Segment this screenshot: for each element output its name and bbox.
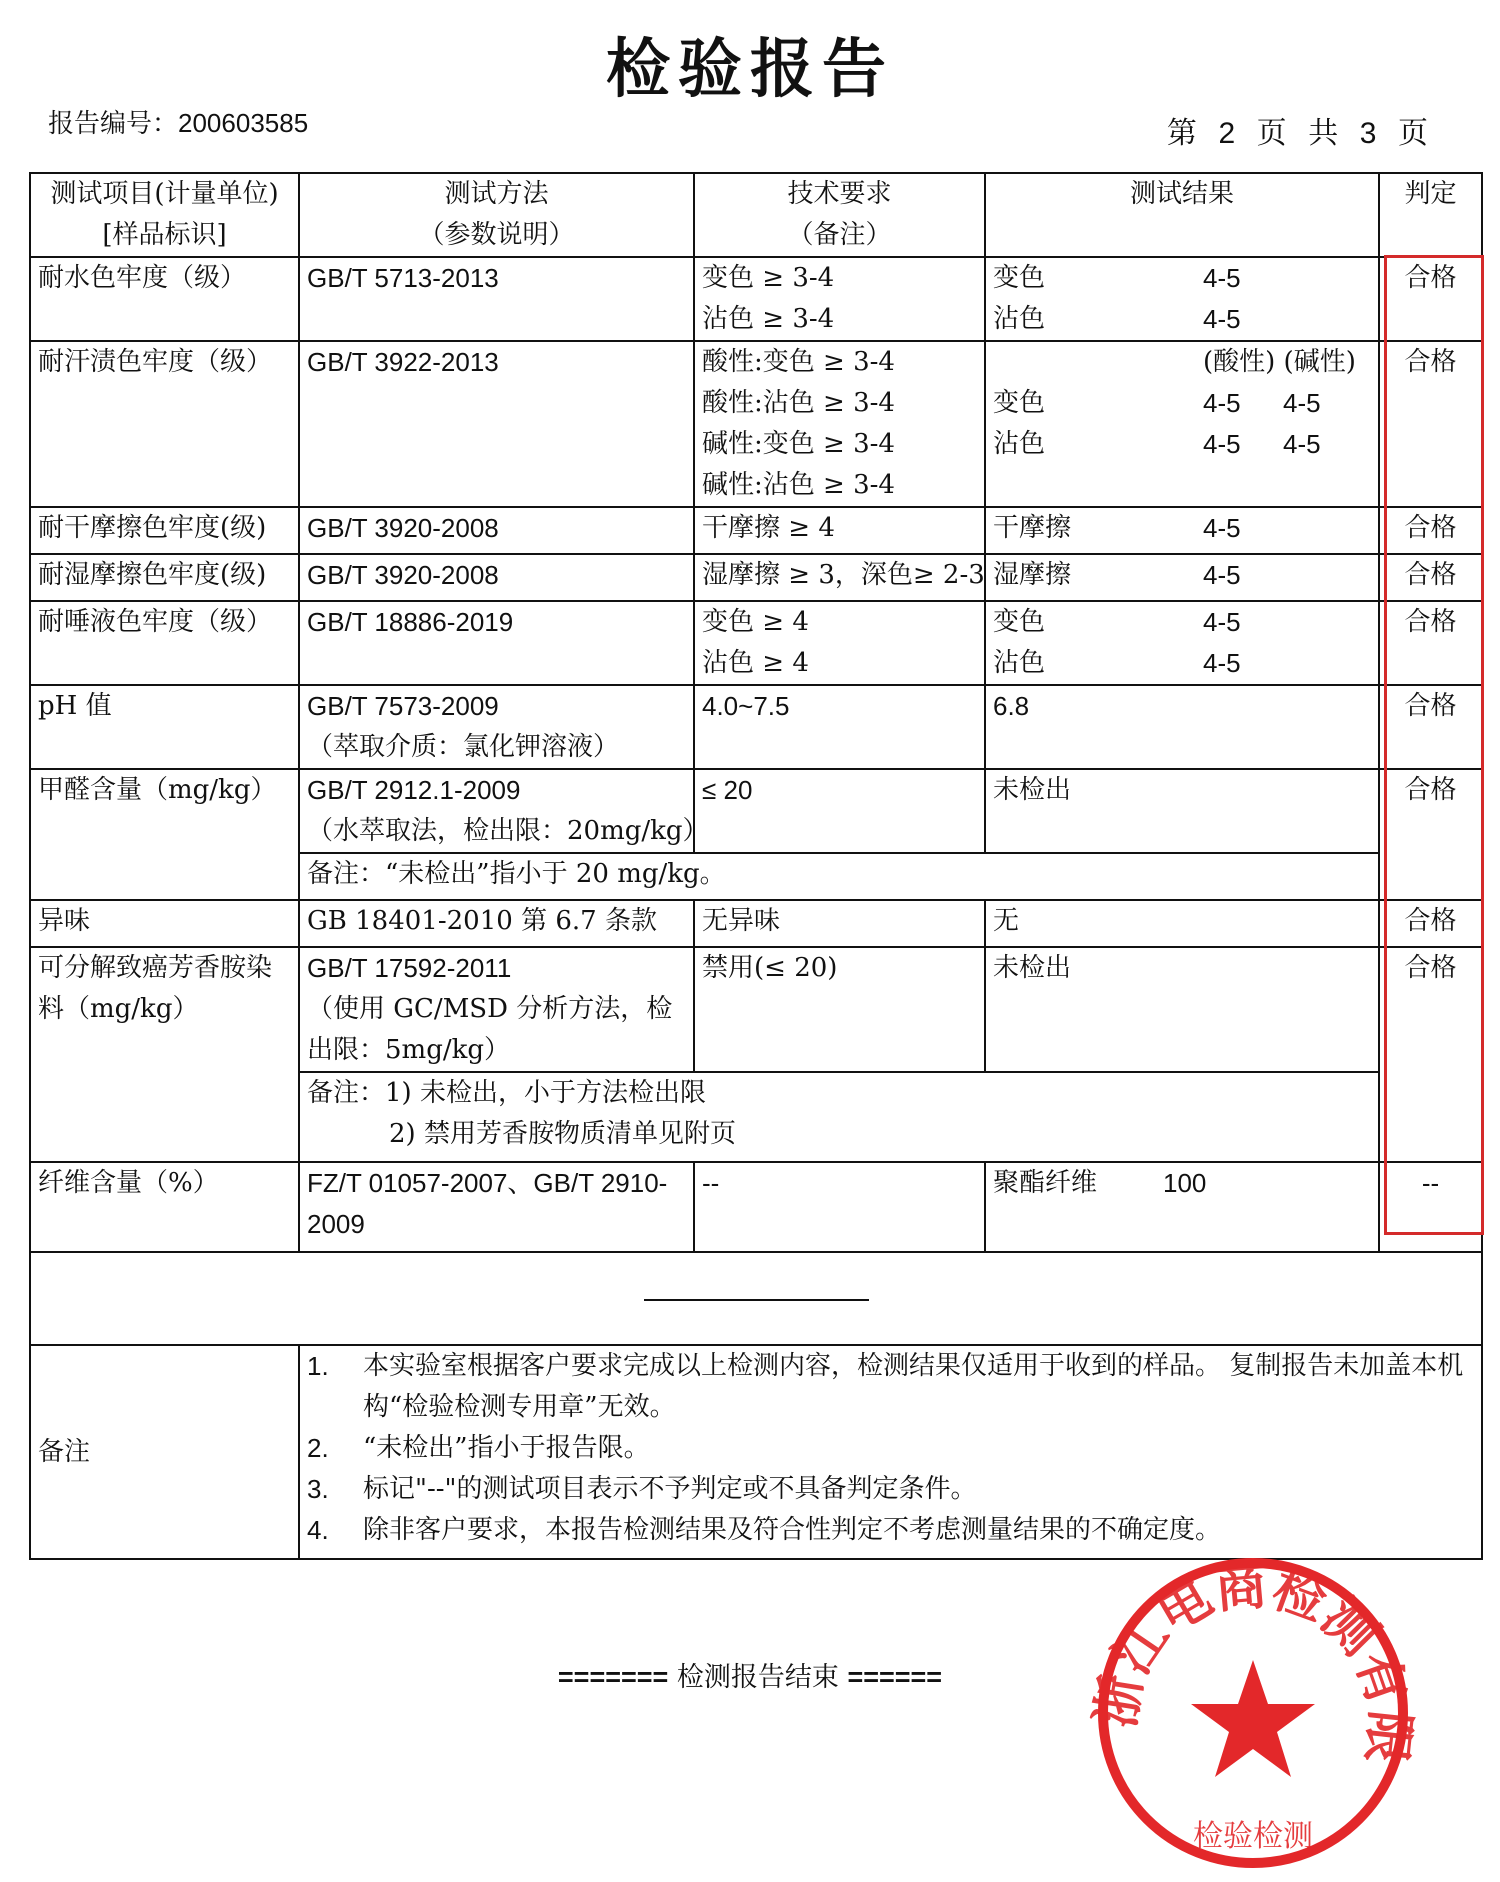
method-cell: GB 18401-2010 第 6.7 条款 [299,900,694,947]
conclusion-highlight-box [1384,255,1484,1235]
method-cell: GB/T 3920-2008 [299,507,694,554]
result-label: 沾色 [993,304,1046,334]
requirement-line: 酸性:变色 ≥ 3-4 [702,347,895,377]
conclusion-cell: 合格 [1379,257,1482,341]
requirement-cell: 禁用(≤ 20) [694,947,985,1072]
remarks-label: 备注 [30,1345,299,1559]
result-label: 变色 [993,607,1046,637]
table-row [30,341,1482,507]
method-cell [299,947,694,1072]
end-divider [644,1299,869,1301]
end-text: 检测报告结束 [676,1662,839,1693]
requirement-line: 碱性:沾色 ≥ 3-4 [702,470,895,500]
page-indicator [1167,108,1434,152]
method-cell: GB/T 5713-2013 [299,257,694,341]
result-cell [985,507,1379,554]
item-cell: pH 值 [30,685,299,769]
requirement-cell: 无异味 [694,900,985,947]
conclusion-cell: 合格 [1379,685,1482,769]
remarks-row [30,1345,1482,1559]
report-title: 检验报告 [606,33,894,107]
result-cell [985,601,1379,685]
header-requirement [694,173,985,257]
requirement-line: 变色 ≥ 3-4 [702,263,835,293]
remark-item [307,1469,1474,1510]
table-row [30,601,1482,685]
end-equals-left: ======= [557,1662,669,1692]
remark-index: 4. [307,1515,329,1545]
requirement-cell [694,601,985,685]
result-cell [985,341,1379,507]
remark-text: “未检出”指小于报告限。 [363,1433,650,1463]
report-number-value: 200603585 [178,108,309,138]
page-mid: 页 共 [1256,116,1345,151]
conclusion-cell: 合格 [1379,601,1482,685]
item-cell: 可分解致癌芳香胺染料（mg/kg） [30,947,299,1162]
item-cell: 甲醛含量（mg/kg） [30,769,299,900]
result-cell: 未检出 [985,947,1379,1072]
method-standard: GB/T 2912.1-2009 [307,775,521,805]
remarks-content [299,1345,1482,1559]
requirement-cell: 4.0~7.5 [694,685,985,769]
method-cell [299,685,694,769]
method-standard: GB/T 17592-2011 [307,953,512,983]
test-results-table [29,172,1483,1560]
header-method [299,173,694,257]
item-cell: 纤维含量（%） [30,1162,299,1252]
note-line: 备注：1) 未检出，小于方法检出限 [307,1078,706,1108]
header-req-line1: 技术要求 [787,179,892,209]
result-value-alkaline: 4-5 [1283,429,1321,459]
result-value-alkaline: 4-5 [1283,388,1321,418]
method-cell: FZ/T 01057-2007、GB/T 2910-2009 [299,1162,694,1252]
note-line: 2) 禁用芳香胺物质清单见附页 [389,1119,736,1149]
item-cell: 耐湿摩擦色牢度(级) [30,554,299,601]
seal-sub-text: 检验检测 [1193,1819,1313,1854]
end-equals-right: ====== [847,1662,943,1692]
result-value: 4-5 [1203,607,1241,637]
conclusion-cell: 合格 [1379,507,1482,554]
table-row [30,257,1482,341]
conclusion-cell: 合格 [1379,900,1482,947]
result-value: 4-5 [1203,263,1241,293]
item-cell: 耐唾液色牢度（级） [30,601,299,685]
conclusion-cell: 合格 [1379,341,1482,507]
remark-item [307,1346,1474,1428]
method-cell: GB/T 3922-2013 [299,341,694,507]
remark-item [307,1510,1474,1551]
header-result: 测试结果 [985,173,1379,257]
page-suffix: 页 [1398,116,1434,151]
result-cell [985,554,1379,601]
requirement-cell: 湿摩擦 ≥ 3，深色≥ 2-3 [694,554,985,601]
remark-text: 标记"--"的测试项目表示不予判定或不具备判定条件。 [363,1474,977,1504]
requirement-line: 酸性:沾色 ≥ 3-4 [702,388,895,418]
blank-row [30,1252,1482,1345]
table-row [30,947,1482,1072]
result-value: 4-5 [1203,648,1241,678]
method-standard: GB/T 7573-2009 [307,691,499,721]
result-label: 干摩擦 [993,513,1072,543]
star-icon [1191,1660,1315,1777]
page-current: 2 [1218,117,1242,150]
method-cell [299,769,709,853]
result-cell [985,1162,1379,1252]
result-label: 变色 [993,388,1046,418]
requirement-cell [694,341,985,507]
table-row [30,507,1482,554]
table-row [30,685,1482,769]
conclusion-cell: -- [1379,1162,1482,1252]
company-seal [1088,1548,1418,1854]
requirement-line: 碱性:变色 ≥ 3-4 [702,429,895,459]
result-cell: 未检出 [985,769,1379,853]
requirement-cell: ≤ 20 [694,769,985,853]
result-label: 变色 [993,263,1046,293]
header-item-line2: [样品标识] [102,220,227,250]
remark-text: 本实验室根据客户要求完成以上检测内容，检测结果仅适用于收到的样品。 复制报告未加盖本机构“检验检测专用章”无效。 [363,1351,1464,1422]
conclusion-cell: 合格 [1379,554,1482,601]
method-note: （使用 GC/MSD 分析方法，检出限：5mg/kg） [307,994,673,1065]
requirement-line: 沾色 ≥ 4 [702,648,809,678]
table-row [30,769,1482,853]
requirement-cell [694,257,985,341]
requirement-cell: 干摩擦 ≥ 4 [694,507,985,554]
remark-index: 3. [307,1474,329,1504]
result-cell: 无 [985,900,1379,947]
remark-index: 2. [307,1433,329,1463]
table-row [30,900,1482,947]
requirement-line: 沾色 ≥ 3-4 [702,304,835,334]
report-number-label: 报告编号： [48,109,179,139]
page-total: 3 [1359,117,1383,150]
result-label: 湿摩擦 [993,560,1072,590]
item-cell: 异味 [30,900,299,947]
report-number [48,103,308,140]
result-cell [985,257,1379,341]
item-cell: 耐水色牢度（级） [30,257,299,341]
header-item-line1: 测试项目(计量单位) [50,179,279,209]
result-value-acid: 4-5 [1203,429,1241,459]
remark-item [307,1428,1474,1469]
requirement-cell: -- [694,1162,985,1252]
remark-index: 1. [307,1351,329,1381]
result-label: 聚酯纤维 [993,1168,1098,1198]
table-header-row [30,173,1482,257]
note-cell: 备注：“未检出”指小于 20 mg/kg。 [299,853,1379,900]
method-note: （水萃取法，检出限：20mg/kg） [307,816,709,846]
item-cell: 耐干摩擦色牢度(级) [30,507,299,554]
result-value: 100 [1163,1168,1207,1198]
header-method-line2: （参数说明） [418,220,575,250]
result-value-acid: 4-5 [1203,388,1241,418]
method-cell: GB/T 3920-2008 [299,554,694,601]
header-conclusion: 判定 [1379,173,1482,257]
header-req-line2: （备注） [787,220,892,250]
header-method-line1: 测试方法 [444,179,549,209]
seal-graphic [1088,1548,1418,1878]
result-value: 4-5 [1203,560,1241,590]
conclusion-cell: 合格 [1379,769,1482,900]
method-note: （萃取介质：氯化钾溶液） [307,732,620,762]
note-cell [299,1072,1379,1162]
item-cell: 耐汗渍色牢度（级） [30,341,299,507]
table-row [30,554,1482,601]
result-label: 沾色 [993,648,1046,678]
conclusion-cell: 合格 [1379,947,1482,1162]
seal-arc-text: 浙江电商检测有限 [1088,1555,1418,1766]
result-label: 沾色 [993,429,1046,459]
result-cell: 6.8 [985,685,1379,769]
table-row [30,1162,1482,1252]
blank-cell [30,1252,1482,1345]
remark-text: 除非客户要求，本报告检测结果及符合性判定不考虑测量结果的不确定度。 [363,1515,1222,1545]
page-prefix: 第 [1166,116,1203,151]
header-item [30,173,299,257]
result-value: 4-5 [1203,513,1241,543]
method-cell: GB/T 18886-2019 [299,601,694,685]
result-subheader: (酸性) (碱性) [1203,347,1356,377]
result-value: 4-5 [1203,304,1241,334]
requirement-line: 变色 ≥ 4 [702,607,809,637]
